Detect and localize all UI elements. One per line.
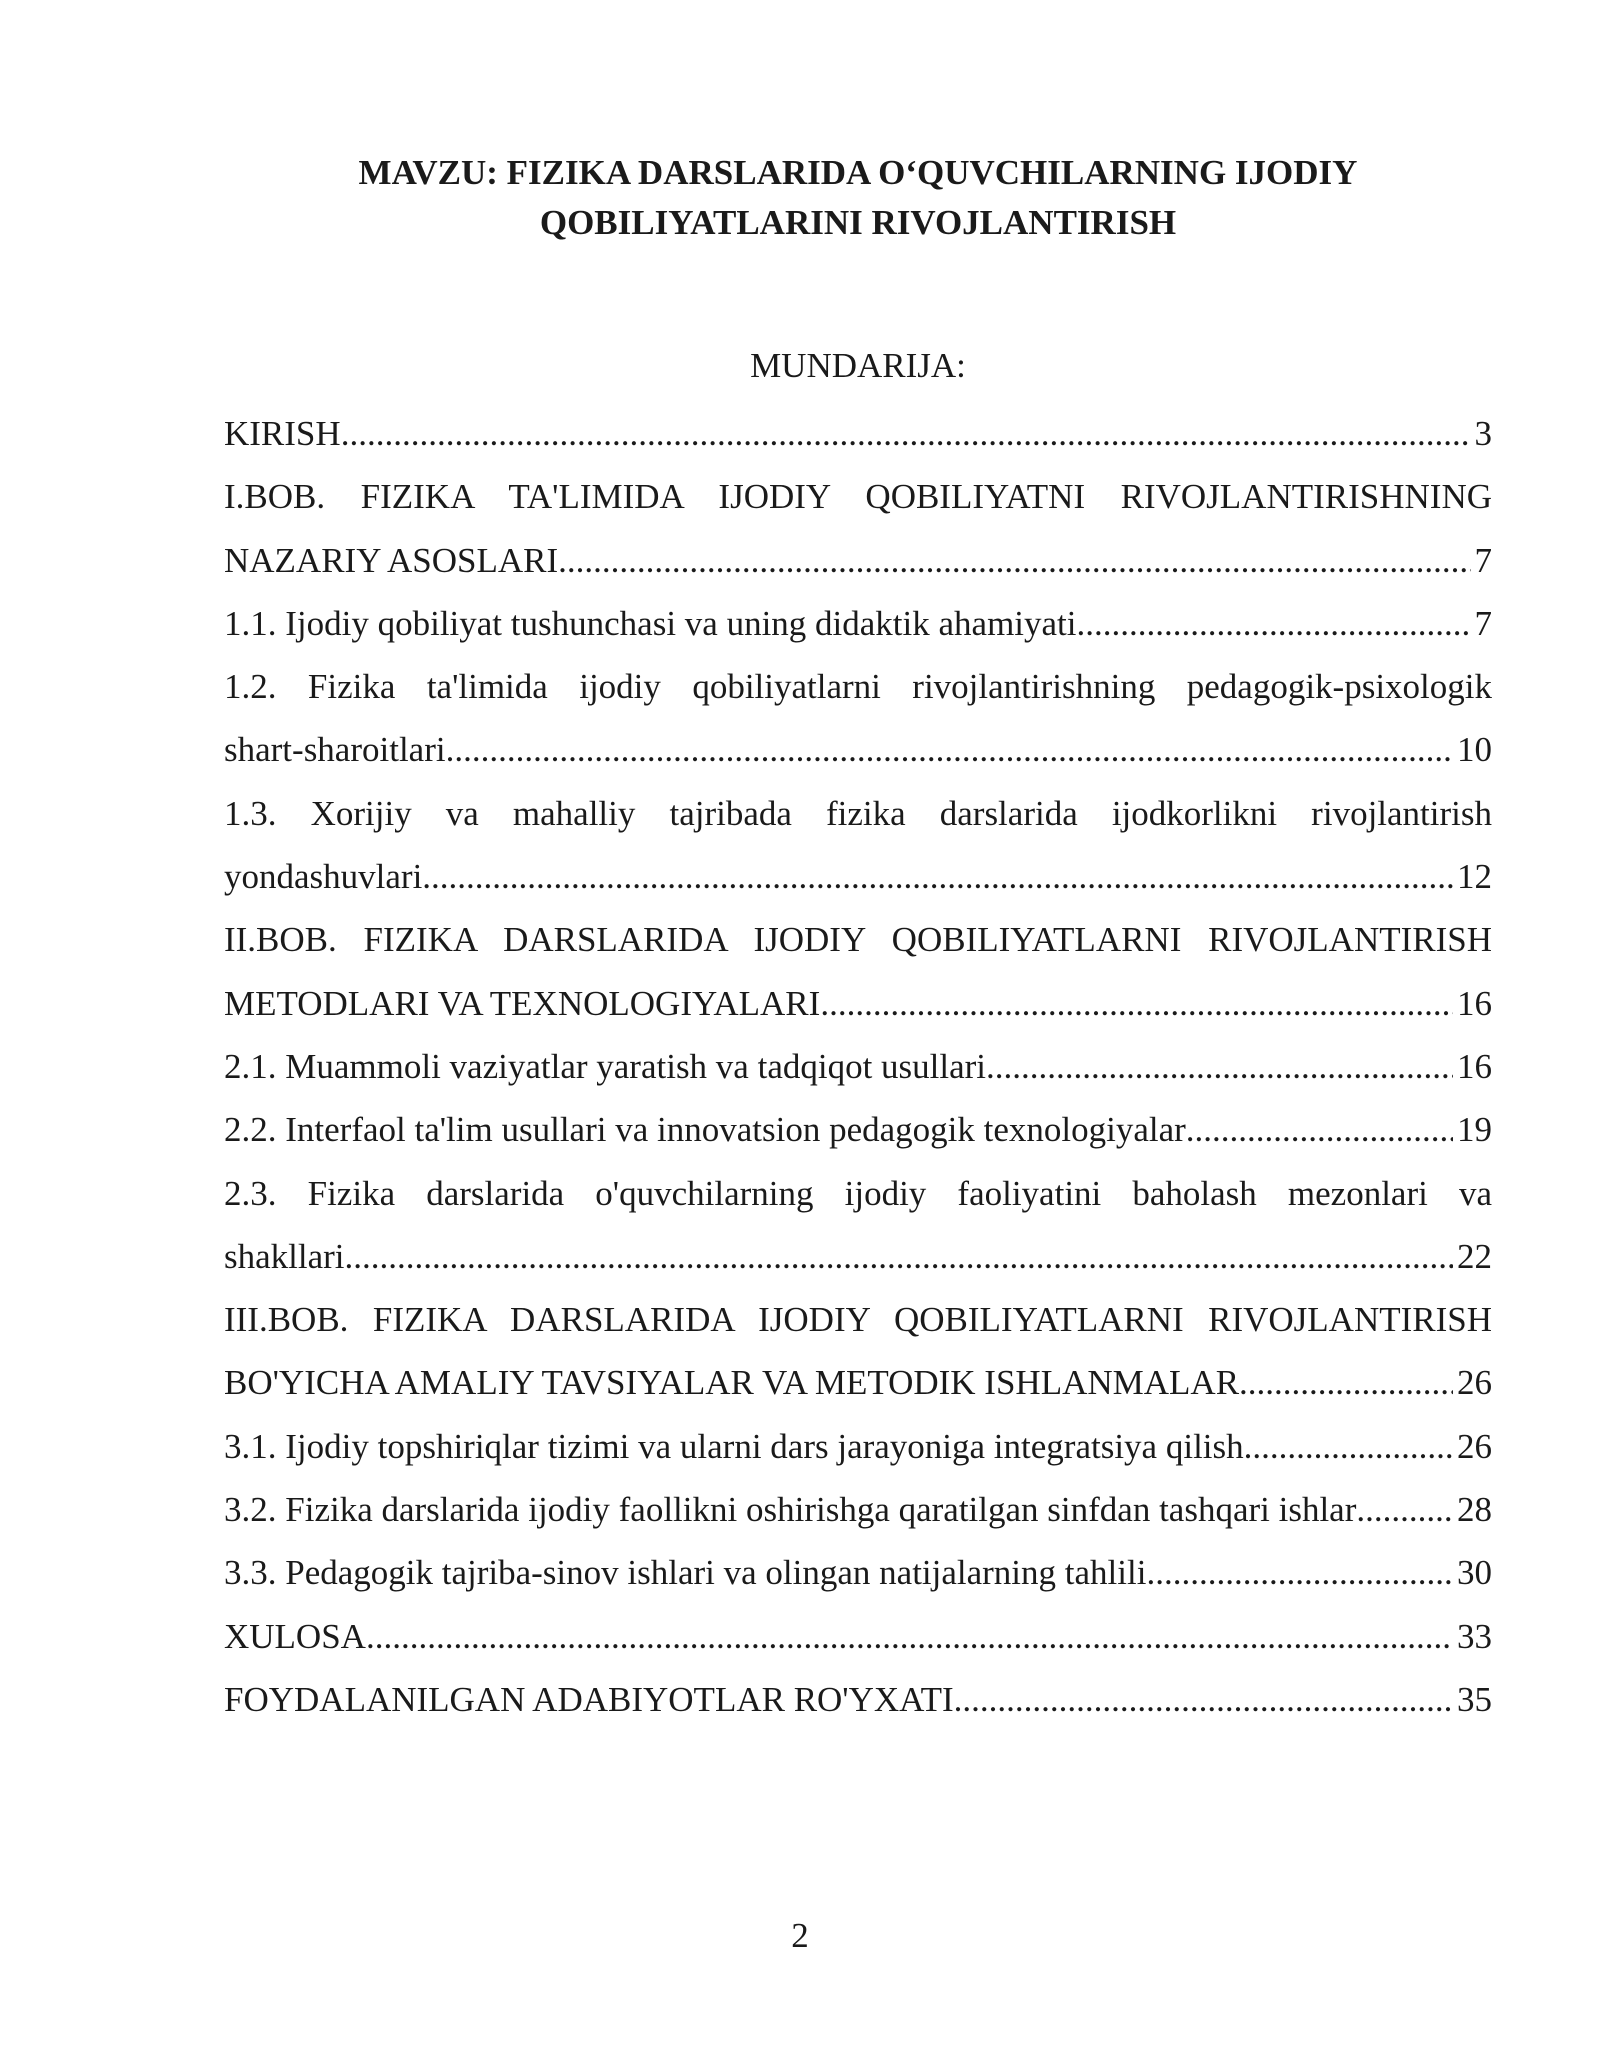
toc-entry[interactable]: [224, 1541, 1492, 1604]
dot-leader: [954, 1668, 1453, 1731]
toc-entry-final-line: [224, 402, 1492, 465]
title-line-2: QOBILIYATLARINI RIVOJLANTIRISH: [539, 203, 1177, 242]
title-line-1: MAVZU: FIZIKA DARSLARIDA O‘QUVCHILARNING IJODIY: [358, 153, 1358, 192]
toc-entry-title: METODLARI VA TEXNOLOGIYALARI: [224, 983, 821, 1023]
toc-entry-final-line: [224, 1605, 1492, 1668]
toc-entry-title: shart-sharoitlari: [224, 730, 446, 770]
table-of-contents: [224, 402, 1492, 1731]
toc-entry-page-number: 7: [1474, 603, 1492, 643]
toc-entry-final-line: [224, 1351, 1492, 1414]
toc-entry[interactable]: [224, 1162, 1492, 1289]
toc-entry-title: 2.2. Interfaol ta'lim usullari va innovatsion pedagogik texnologiyalar: [224, 1110, 1186, 1150]
toc-entry[interactable]: [224, 1415, 1492, 1478]
toc-entry-final-line: [224, 1225, 1492, 1288]
toc-entry[interactable]: [224, 1035, 1492, 1098]
toc-entry-final-line: [224, 1478, 1492, 1541]
toc-entry-page-number: 12: [1457, 857, 1492, 897]
toc-entry-page-number: 33: [1457, 1616, 1492, 1656]
toc-entry-title: FOYDALANILGAN ADABIYOTLAR RO'YXATI: [224, 1679, 954, 1719]
page-number: 2: [791, 1916, 809, 1955]
toc-entry-text-line: II.BOB. FIZIKA DARSLARIDA IJODIY QOBILIYATLARNI RIVOJLANTIRISH: [224, 920, 1492, 960]
toc-entry-page-number: 19: [1457, 1110, 1492, 1150]
dot-leader: [820, 972, 1453, 1035]
toc-entry-text-line: 2.3. Fizika darslarida o'quvchilarning ijodiy faoliyatini baholash mezonlari va: [224, 1173, 1492, 1213]
toc-entry[interactable]: [224, 592, 1492, 655]
dot-leader: [422, 845, 1453, 908]
toc-entry-final-line: [224, 718, 1492, 781]
toc-entry-title: 2.1. Muammoli vaziyatlar yaratish va tadqiqot usullari: [224, 1046, 987, 1086]
toc-entry-page-number: 10: [1457, 730, 1492, 770]
toc-entry-title: 3.3. Pedagogik tajriba-sinov ishlari va olingan natijalarning tahlili: [224, 1553, 1147, 1593]
toc-entry-page-number: 16: [1457, 1046, 1492, 1086]
toc-entry[interactable]: [224, 655, 1492, 782]
toc-entry-page-number: 22: [1457, 1236, 1492, 1276]
toc-entry-title: NAZARIY ASOSLARI: [224, 540, 559, 580]
toc-entry[interactable]: [224, 465, 1492, 592]
dot-leader: [341, 402, 1471, 465]
toc-entry-title: 3.2. Fizika darslarida ijodiy faollikni oshirishga qaratilgan sinfdan tashqari ishlar: [224, 1490, 1357, 1530]
toc-entry[interactable]: [224, 908, 1492, 1035]
toc-entry-text-line: III.BOB. FIZIKA DARSLARIDA IJODIY QOBILIYATLARNI RIVOJLANTIRISH: [224, 1300, 1492, 1340]
toc-entry-page-number: 35: [1457, 1679, 1492, 1719]
toc-entry-text-line: 1.2. Fizika ta'limida ijodiy qobiliyatlarni rivojlantirishning pedagogik-psixologik: [224, 667, 1492, 707]
toc-entry-text-line: 1.3. Xorijiy va mahalliy tajribada fizika darslarida ijodkorlikni rivojlantirish: [224, 793, 1492, 833]
toc-entry[interactable]: [224, 1478, 1492, 1541]
dot-leader: [1146, 1541, 1453, 1604]
document-title: [224, 148, 1492, 248]
toc-entry[interactable]: [224, 1605, 1492, 1668]
toc-entry-title: KIRISH: [224, 414, 341, 453]
toc-entry-title: XULOSA: [224, 1616, 366, 1656]
dot-leader: [1356, 1478, 1453, 1541]
toc-entry-title: 3.1. Ijodiy topshiriqlar tizimi va ularni dars jarayoniga integratsiya qilish: [224, 1426, 1244, 1466]
dot-leader: [986, 1035, 1453, 1098]
dot-leader: [345, 1225, 1453, 1288]
toc-entry-title: BO'YICHA AMALIY TAVSIYALAR VA METODIK ISHLANMALAR: [224, 1363, 1240, 1403]
toc-entry-final-line: [224, 1668, 1492, 1731]
toc-entry-page-number: 7: [1474, 540, 1492, 580]
dot-leader: [366, 1605, 1453, 1668]
toc-entry-final-line: [224, 1415, 1492, 1478]
toc-entry-final-line: [224, 1098, 1492, 1161]
dot-leader: [558, 529, 1470, 592]
toc-entry-final-line: [224, 845, 1492, 908]
toc-entry[interactable]: [224, 402, 1492, 465]
dot-leader: [1244, 1415, 1453, 1478]
toc-entry-final-line: [224, 592, 1492, 655]
toc-entry[interactable]: [224, 1668, 1492, 1731]
toc-entry-final-line: [224, 1035, 1492, 1098]
toc-entry-title: 1.1. Ijodiy qobiliyat tushunchasi va uning didaktik ahamiyati: [224, 603, 1077, 643]
toc-entry[interactable]: [224, 1098, 1492, 1161]
dot-leader: [1077, 592, 1471, 655]
toc-entry-title: shakllari: [224, 1236, 345, 1276]
toc-entry-page-number: 28: [1457, 1490, 1492, 1530]
dot-leader: [446, 718, 1453, 781]
toc-entry-page-number: 3: [1474, 414, 1492, 453]
toc-entry-page-number: 16: [1457, 983, 1492, 1023]
toc-entry-title: yondashuvlari: [224, 857, 423, 897]
toc-entry-page-number: 26: [1457, 1363, 1492, 1403]
toc-entry[interactable]: [224, 1288, 1492, 1415]
toc-entry-text-line: I.BOB. FIZIKA TA'LIMIDA IJODIY QOBILIYATNI RIVOJLANTIRISHNING: [224, 477, 1492, 517]
toc-entry[interactable]: [224, 782, 1492, 909]
toc-entry-page-number: 26: [1457, 1426, 1492, 1466]
toc-entry-final-line: [224, 972, 1492, 1035]
toc-entry-final-line: [224, 1541, 1492, 1604]
toc-entry-page-number: 30: [1457, 1553, 1492, 1593]
dot-leader: [1186, 1098, 1453, 1161]
dot-leader: [1239, 1351, 1453, 1414]
toc-entry-final-line: [224, 529, 1492, 592]
toc-heading: MUNDARIJA:: [750, 346, 966, 385]
